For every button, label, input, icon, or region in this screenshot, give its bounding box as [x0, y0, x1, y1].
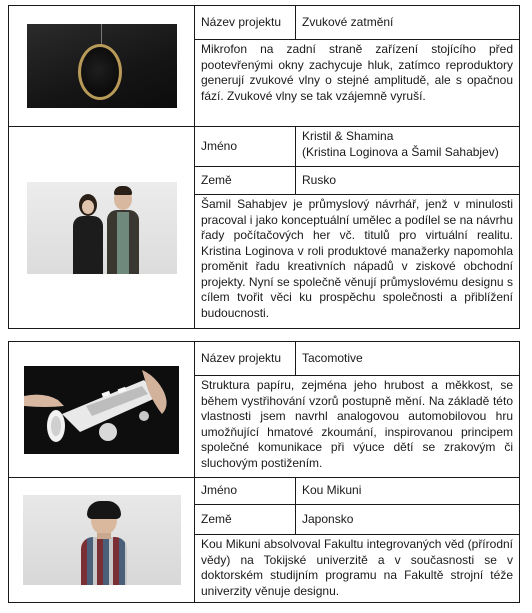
designer-image-cell — [9, 127, 195, 329]
project-table-1 — [8, 5, 520, 329]
designer-name-line-1: Kristil & Shamina — [302, 129, 394, 143]
product-photo-paper-game — [24, 366, 179, 454]
product-image-cell — [9, 342, 195, 478]
project-description: Struktura papíru, zejména jeho hrubost a měkkost, se během vystřihování vzorů postupně mění. Na základě této vlastnosti jsem navrhl analogovou automobilovou hru umožňující hmatové zkoumání, inspirovanou principem společné komunikace při výuce dětí se zrakovým či sluchovým postižením. — [195, 376, 520, 478]
project-name: Zvukové zatmění — [296, 6, 520, 40]
designer-image-cell — [9, 478, 195, 603]
label-designer-name: Jméno — [195, 127, 296, 167]
paper-game-illustration — [24, 366, 179, 454]
label-country: Země — [195, 167, 296, 195]
designer-bio: Šamil Sahabjev je průmyslový návrhář, jenž v minulosti pracoval i jako konceptuální umělec a podílel se na návrhu řady počítačových her vč. titulů pro virtuální realitu. Kristina Loginova v roli produktové manažerky napomohla proměnit řadu kreativních nápadů v ziskové obchodní projekty. Nyní se společně věnují průmyslovému designu s cílem tvořit věci ku prospěchu společnosti a přiblížení budoucnosti. — [195, 195, 520, 329]
label-project-name: Název projektu — [195, 6, 296, 40]
designer-name: Kou Mikuni — [296, 478, 520, 505]
product-photo-ring-speaker — [27, 24, 177, 108]
designer-name-line-2: (Kristina Loginova a Šamil Sahabjev) — [302, 144, 499, 159]
country: Japonsko — [296, 505, 520, 535]
designer-photo-single — [23, 495, 181, 585]
project-description: Mikrofon na zadní straně zařízení stojícího před pootevřenými okny zachycuje hluk, zatímco reproduktory generují zvukové vlny o stejné amplitudě, ale s opačnou fází. Zvukové vlny se tak vzájemně vyruší. — [195, 40, 520, 127]
product-image-cell — [9, 6, 195, 127]
designer-name — [296, 127, 520, 167]
label-project-name: Název projektu — [195, 342, 296, 376]
country: Rusko — [296, 167, 520, 195]
label-designer-name: Jméno — [195, 478, 296, 505]
project-name: Tacomotive — [296, 342, 520, 376]
designer-photo-duo — [27, 182, 177, 274]
label-country: Země — [195, 505, 296, 535]
project-table-2 — [8, 341, 520, 603]
designer-bio: Kou Mikuni absolvoval Fakultu integrovaných věd (přírodní vědy) na Tokijské univerzitě a v současnosti se v doktorském studijním programu na Fakultě strojní téže univerzity věnuje designu. — [195, 535, 520, 603]
